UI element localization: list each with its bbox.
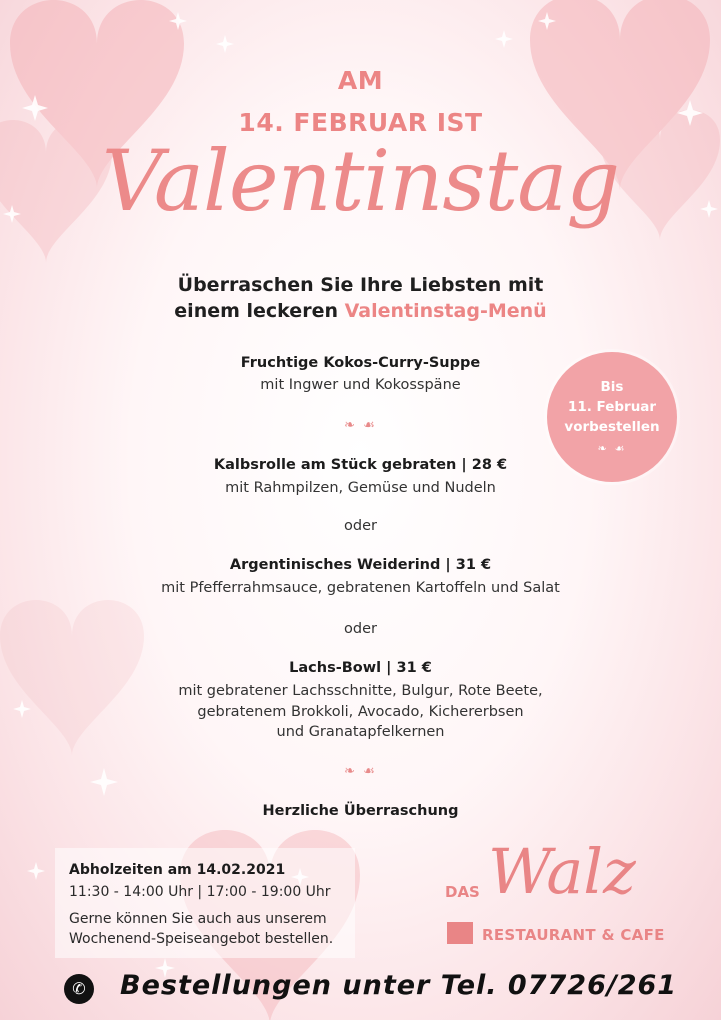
intro-menu-accent: Valentinstag-Menü xyxy=(344,300,547,322)
logo-square-icon xyxy=(447,922,473,944)
intro-line-2-prefix: einem leckeren xyxy=(174,300,345,322)
intro-line-2 xyxy=(0,298,721,324)
order-phone-line: Bestellungen unter Tel. 07726/261 xyxy=(120,970,678,1001)
intro-line-1: Überraschen Sie Ihre Liebsten mit xyxy=(177,274,544,296)
ornament-divider-icon: ❧ ☙ xyxy=(344,764,377,779)
starter-desc: mit Ingwer und Kokosspäne xyxy=(260,377,461,393)
main3-desc-3: und Granatapfelkernen xyxy=(276,724,445,740)
dessert-name: Herzliche Überraschung xyxy=(262,803,459,819)
page-title: Valentinstag xyxy=(101,132,620,230)
main3-name: Lachs-Bowl | 31 € xyxy=(289,660,432,676)
badge-line-2: 11. Februar xyxy=(567,399,657,415)
or-separator-1: oder xyxy=(344,518,377,534)
header-line-am: AM xyxy=(337,66,384,95)
badge-line-1: Bis xyxy=(600,379,624,395)
starter-name: Fruchtige Kokos-Curry-Suppe xyxy=(240,355,481,371)
intro-text xyxy=(0,272,721,324)
main3-desc-2: gebratenem Brokkoli, Avocado, Kichererbsen xyxy=(197,704,524,720)
pickup-note-2: Wochenend-Speiseangebot bestellen. xyxy=(69,931,334,947)
main1-desc: mit Rahmpilzen, Gemüse und Nudeln xyxy=(225,480,496,496)
main2-name: Argentinisches Weiderind | 31 € xyxy=(229,557,492,573)
logo-walz: Walz xyxy=(488,835,636,908)
or-separator-2: oder xyxy=(344,621,377,637)
main1-name: Kalbsrolle am Stück gebraten | 28 € xyxy=(213,457,508,473)
main2-desc: mit Pfefferrahmsauce, gebratenen Kartoffeln und Salat xyxy=(161,580,560,596)
ornament-divider-icon: ❧ ☙ xyxy=(344,418,377,433)
pickup-times: 11:30 - 14:00 Uhr | 17:00 - 19:00 Uhr xyxy=(69,884,331,900)
main3-desc-1: mit gebratener Lachsschnitte, Bulgur, Rote Beete, xyxy=(178,683,543,699)
phone-icon: ✆ xyxy=(64,974,94,1004)
badge-line-3: vorbestellen xyxy=(564,419,660,435)
badge-ornament-icon: ❧ ☙ xyxy=(597,442,627,455)
pickup-note-1: Gerne können Sie auch aus unserem xyxy=(69,911,327,927)
header-line-date: 14. FEBRUAR IST xyxy=(238,108,483,137)
pickup-title: Abholzeiten am 14.02.2021 xyxy=(69,862,286,878)
logo-subtitle: RESTAURANT & CAFE xyxy=(482,926,665,944)
logo-das: DAS xyxy=(445,883,480,901)
